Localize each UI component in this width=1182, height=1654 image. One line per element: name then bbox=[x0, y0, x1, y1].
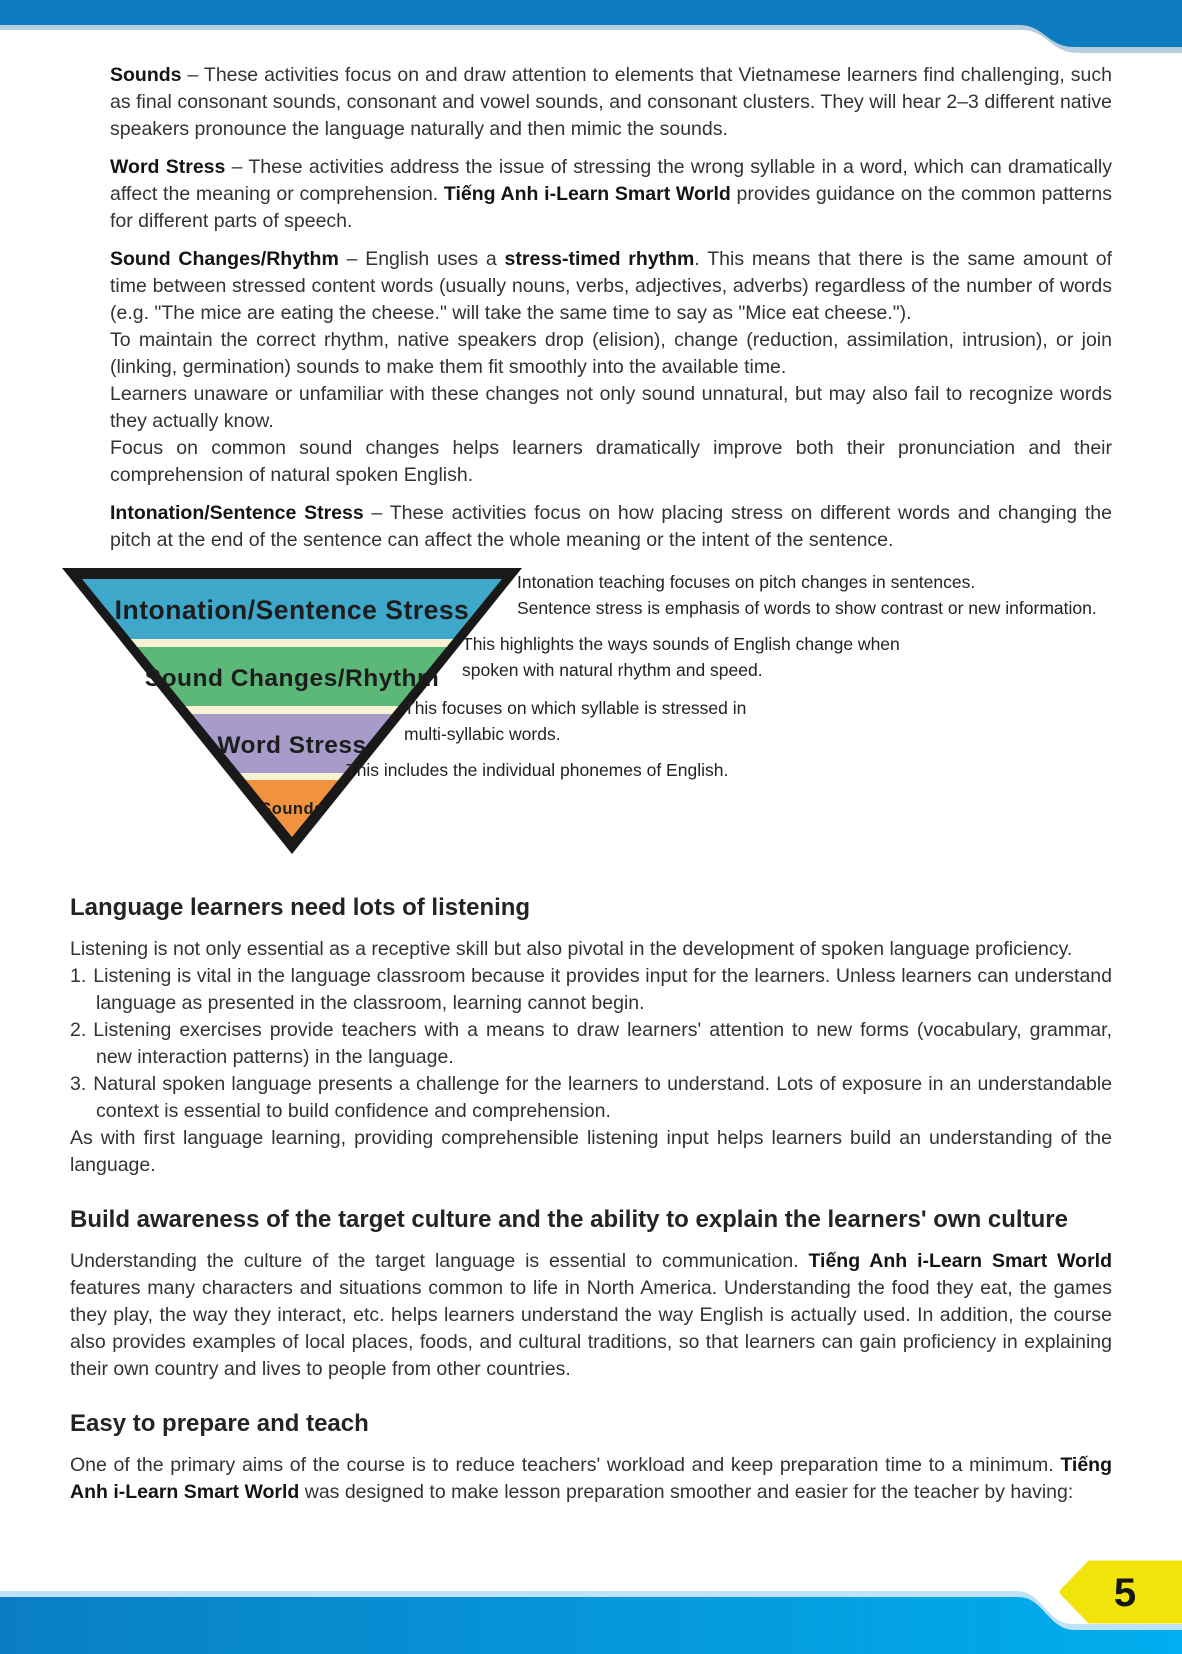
pronunciation-pyramid-diagram bbox=[58, 565, 1112, 867]
note-line: This highlights the ways sounds of English change when bbox=[462, 634, 900, 654]
item-number: 3. bbox=[70, 1073, 87, 1095]
culture-paragraph: Understanding the culture of the target language is essential to communication. Tiếng Anh i-Learn Smart World features many characters and situations common to life in North America. Understanding the food they eat, the games they play, the way they interact, etc. helps learners understand the way English is actually used. In addition, the course also provides examples of local places, foods, and cultural traditions, so that learners can gain proficiency in explaining their own country and lives to people from other countries. bbox=[70, 1250, 1112, 1380]
item-text: Listening exercises provide teachers with a means to draw learners' attention to new forms (vocabulary, grammar, new interaction patterns) in the language. bbox=[93, 1019, 1112, 1068]
pyramid-note-sounds bbox=[346, 757, 728, 783]
section-heading-culture: Build awareness of the target culture and the ability to explain the learners' own culture bbox=[70, 1206, 1068, 1233]
item-text: Natural spoken language presents a challenge for the learners to understand. Lots of exposure in an understandable context is essential to build confidence and comprehension. bbox=[93, 1073, 1112, 1122]
pyramid-label-word-stress: Word Stress bbox=[217, 732, 367, 759]
note-line: spoken with natural rhythm and speed. bbox=[462, 660, 763, 680]
note-line: This focuses on which syllable is stressed in bbox=[404, 698, 747, 718]
paragraph-rhythm-detail-2: Learners unaware or unfamiliar with these changes not only sound unnatural, but may also fail to recognize words they actually know. bbox=[110, 383, 1112, 432]
listening-item-3 bbox=[70, 1071, 1112, 1125]
item-text: Listening is vital in the language classroom because it provides input for the learners. Unless learners can understand language as presented in the classroom, learning cannot begin. bbox=[93, 965, 1112, 1014]
header-bar bbox=[0, 0, 1182, 58]
paragraph-word-stress: Word Stress – These activities address the issue of stressing the wrong syllable in a word, which can dramatically affect the meaning or comprehension. Tiếng Anh i-Learn Smart World provides guidance on the common patterns for different parts of speech. bbox=[110, 156, 1112, 232]
prepare-paragraph: One of the primary aims of the course is to reduce teachers' workload and keep preparation time to a minimum. Tiếng Anh i-Learn Smart World was designed to make lesson preparation smoother and easier for the teacher by having: bbox=[70, 1454, 1112, 1503]
pyramid-note-word-stress bbox=[404, 695, 746, 747]
pyramid-label-intonation: Intonation/Sentence Stress bbox=[114, 595, 470, 625]
pyramid-label-sounds: Sounds bbox=[260, 800, 324, 818]
header-blue-band bbox=[0, 0, 1182, 47]
note-line: Intonation teaching focuses on pitch changes in sentences. bbox=[517, 572, 976, 592]
footer-blue-band bbox=[0, 1597, 1182, 1654]
paragraph-sound-changes: Sound Changes/Rhythm – English uses a stress-timed rhythm. This means that there is the same amount of time between stressed content words (usually nouns, verbs, adjectives, adverbs) regardless of the number of words (e.g. "The mice are eating the cheese." will take the same time to say as "Mice eat cheese."). bbox=[110, 248, 1113, 324]
pyramid-label-sound-changes: Sound Changes/Rhythm bbox=[144, 665, 440, 692]
footer-bar bbox=[0, 1550, 1182, 1654]
listening-item-1 bbox=[70, 963, 1112, 1017]
paragraph-sounds: Sounds – These activities focus on and draw attention to elements that Vietnamese learners find challenging, such as final consonant sounds, consonant and vowel sounds, and consonant clusters. They will hear 2–3 different native speakers pronounce the language naturally and then mimic the sounds. bbox=[110, 64, 1112, 140]
item-number: 2. bbox=[70, 1019, 87, 1041]
paragraph-intonation: Intonation/Sentence Stress – These activities focus on how placing stress on different words and changing the pitch at the end of the sentence can affect the whole meaning or the intent of the sentence. bbox=[110, 502, 1112, 551]
paragraph-rhythm-detail-3: Focus on common sound changes helps learners dramatically improve both their pronunciation and their comprehension of natural spoken English. bbox=[110, 437, 1112, 486]
note-line: Sentence stress is emphasis of words to show contrast or new information. bbox=[517, 598, 1097, 618]
listening-item-2 bbox=[70, 1017, 1112, 1071]
section-heading-prepare: Easy to prepare and teach bbox=[70, 1410, 369, 1437]
page-content bbox=[70, 62, 1112, 1517]
note-line: multi-syllabic words. bbox=[404, 724, 561, 744]
pyramid-note-intonation bbox=[517, 569, 1097, 621]
section-heading-listening: Language learners need lots of listening bbox=[70, 894, 531, 921]
listening-intro: Listening is not only essential as a receptive skill but also pivotal in the development of spoken language proficiency. bbox=[70, 938, 1073, 960]
paragraph-rhythm-detail-1: To maintain the correct rhythm, native speakers drop (elision), change (reduction, assimilation, intrusion), or join (linking, germination) sounds to make them fit smoothly into the available time. bbox=[110, 329, 1112, 378]
page-number: 5 bbox=[1113, 1571, 1137, 1615]
pyramid-note-sound-changes bbox=[462, 631, 900, 683]
listening-closing: As with first language learning, providing comprehensible listening input helps learners build an understanding of the language. bbox=[70, 1127, 1112, 1176]
note-line: This includes the individual phonemes of English. bbox=[346, 760, 729, 780]
item-number: 1. bbox=[70, 965, 87, 987]
